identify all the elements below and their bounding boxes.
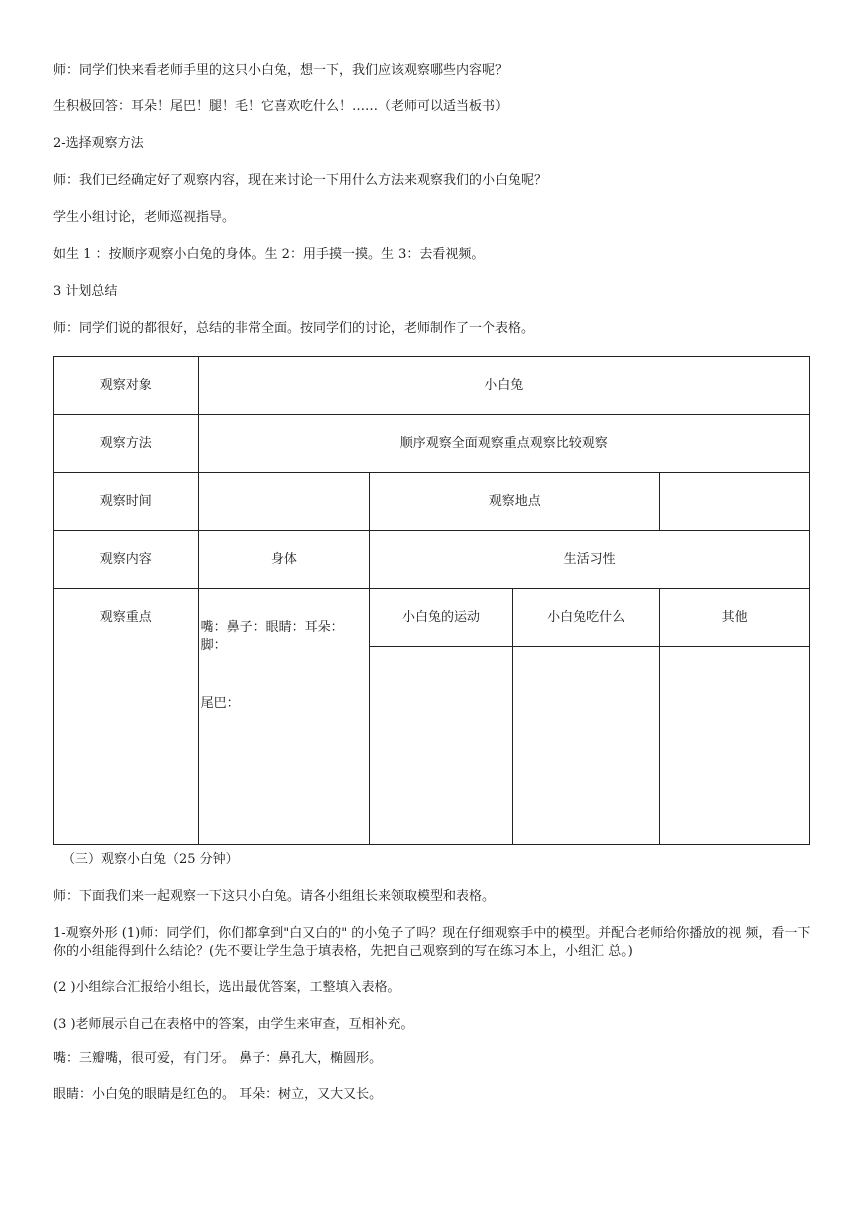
label-observation-place: 观察地点 [370,473,660,531]
focus-body-parts-line2: 尾巴： [200,696,240,711]
header-habit-other: 其他 [660,589,810,647]
cell-habit-motion [370,647,513,845]
paragraph-group-discussion: 学生小组讨论，老师巡视指导。 [53,210,236,225]
cell-habit-food [512,647,660,845]
focus-body-parts-line1: 嘴：鼻子：眼睛：耳朵：脚： [200,620,344,653]
paragraph-teacher-summary: 师：同学们说的都很好，总结的非常全面。按同学们的讨论，老师制作了一个表格。 [53,321,535,336]
label-observation-object: 观察对象 [54,357,199,415]
header-habit-motion: 小白兔的运动 [370,589,513,647]
content-habits: 生活习性 [370,531,810,589]
heading-observe-rabbit: （三）观察小白兔（25 分钟） [62,852,239,867]
paragraph-mouth-nose: 嘴：三瓣嘴，很可爱，有门牙。 鼻子：鼻孔大，椭圆形。 [53,1051,383,1066]
focus-body-parts [198,589,370,845]
paragraph-step2: (2 )小组综合汇报给小组长，选出最优答案，工整填入表格。 [53,980,401,995]
header-habit-food: 小白兔吃什么 [512,589,660,647]
value-observation-method: 顺序观察全面观察重点观察比较观察 [198,415,809,473]
label-observation-content: 观察内容 [54,531,199,589]
paragraph-teacher-method: 师：我们已经确定好了观察内容，现在来讨论一下用什么方法来观察我们的小白兔呢？ [53,173,548,188]
paragraph-teacher-instruction: 师：下面我们来一起观察一下这只小白兔。请各小组组长来领取模型和表格。 [53,889,496,904]
label-observation-focus: 观察重点 [54,589,199,845]
paragraph-step3: (3 )老师展示自己在表格中的答案，由学生来审查，互相补充。 [53,1017,414,1032]
paragraph-eyes-ears: 眼睛：小白兔的眼睛是红色的。 耳朵：树立，又大又长。 [53,1087,383,1102]
paragraph-student-answer: 生积极回答：耳朵！尾巴！腿！毛！它喜欢吃什么！……（老师可以适当板书） [53,99,509,114]
paragraph-student-examples: 如生 1 ：按顺序观察小白兔的身体。生 2：用手摸一摸。生 3：去看视频。 [53,247,485,262]
paragraph-teacher-question: 师：同学们快来看老师手里的这只小白兔，想一下，我们应该观察哪些内容呢？ [53,63,509,78]
cell-habit-other [660,647,810,845]
observation-table [53,356,810,845]
value-observation-place [660,473,810,531]
content-body: 身体 [198,531,370,589]
value-observation-object: 小白兔 [198,357,809,415]
heading-choose-method: 2-选择观察方法 [53,136,144,151]
label-observation-time: 观察时间 [54,473,199,531]
heading-plan-summary: 3 计划总结 [53,284,118,299]
label-observation-method: 观察方法 [54,415,199,473]
value-observation-time [198,473,370,531]
paragraph-observe-appearance: 1-观察外形 (1)师：同学们，你们都拿到"白又白的" 的小兔子了吗？现在仔细观察手中的模型。并配合老师给你播放的视 频，看一下你的小组能得到什么结论？(先不要让学生急于填表格，先把自己观察到的写在练习本上，小组汇 总。) [53,926,811,959]
